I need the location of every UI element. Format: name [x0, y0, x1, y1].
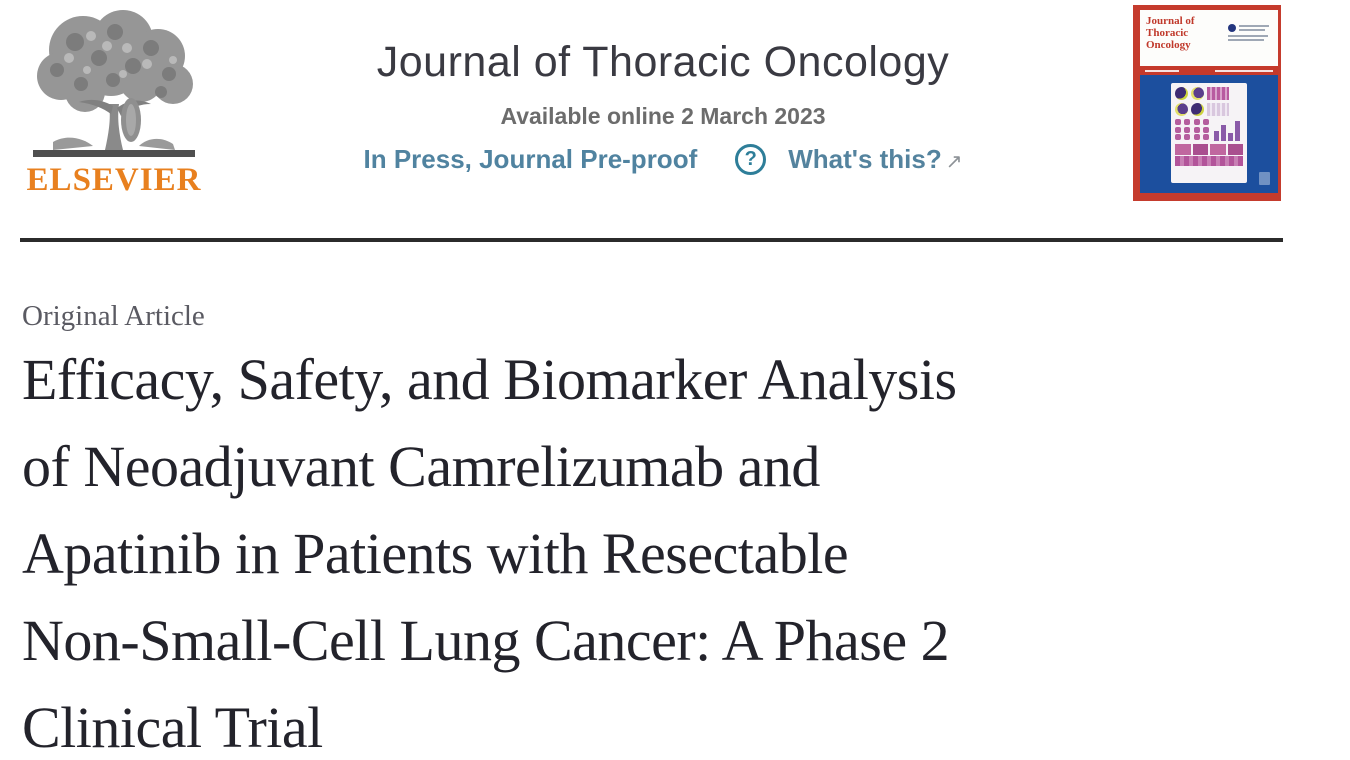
cover-figure-image [1207, 103, 1229, 116]
journal-header [313, 38, 1013, 175]
article-title-line: Non-Small-Cell Lung Cancer: A Phase 2 [22, 608, 950, 673]
cover-figure-chart [1214, 119, 1243, 141]
elsevier-logo[interactable] [18, 8, 210, 204]
elsevier-tree-icon [23, 8, 205, 160]
whats-this-link[interactable] [788, 144, 962, 175]
question-circle-icon[interactable]: ? [735, 144, 766, 175]
available-online-date: Available online 2 March 2023 [500, 103, 826, 129]
cover-figure-image [1175, 144, 1243, 155]
article-title-line: Apatinib in Patients with Resectable [22, 521, 849, 586]
cover-figure-image [1207, 87, 1229, 100]
cover-body [1140, 75, 1278, 193]
elsevier-wordmark: ELSEVIER [26, 162, 202, 198]
journal-cover-art [1140, 10, 1278, 193]
cover-figure-image [1191, 103, 1204, 116]
article-title-line: Clinical Trial [22, 695, 323, 760]
cover-title-line: Thoracic [1146, 27, 1189, 39]
cover-figure-panel [1171, 83, 1247, 183]
cover-figure-image [1175, 103, 1188, 116]
cover-figure-image [1191, 87, 1204, 100]
journal-cover-thumbnail[interactable] [1133, 5, 1281, 201]
cover-title-line: Oncology [1146, 39, 1191, 51]
society-logo-dot [1228, 24, 1236, 32]
cover-masthead [1140, 10, 1278, 66]
whats-this-label: What's this? [788, 144, 942, 174]
article-title-line: Efficacy, Safety, and Biomarker Analysis [22, 347, 957, 412]
cover-figure-image [1175, 156, 1243, 166]
in-press-link[interactable]: In Press, Journal Pre-proof [363, 144, 698, 174]
cover-figure-image [1175, 119, 1211, 141]
cover-title-line: Journal of [1146, 15, 1195, 27]
article-category-label: Original Article [22, 300, 205, 332]
header-divider [20, 238, 1283, 242]
society-logo [1228, 15, 1274, 63]
cover-issue-band [1140, 66, 1278, 75]
cover-publisher-mark [1259, 172, 1270, 185]
article-status-row [313, 144, 1013, 175]
cover-journal-title [1146, 15, 1195, 63]
cover-figure-image [1175, 87, 1188, 100]
article-title-line: of Neoadjuvant Camrelizumab and [22, 434, 820, 499]
external-link-arrow-icon: ↗ [945, 151, 963, 173]
journal-title-link[interactable]: Journal of Thoracic Oncology [376, 38, 950, 86]
article-title [22, 336, 1322, 760]
